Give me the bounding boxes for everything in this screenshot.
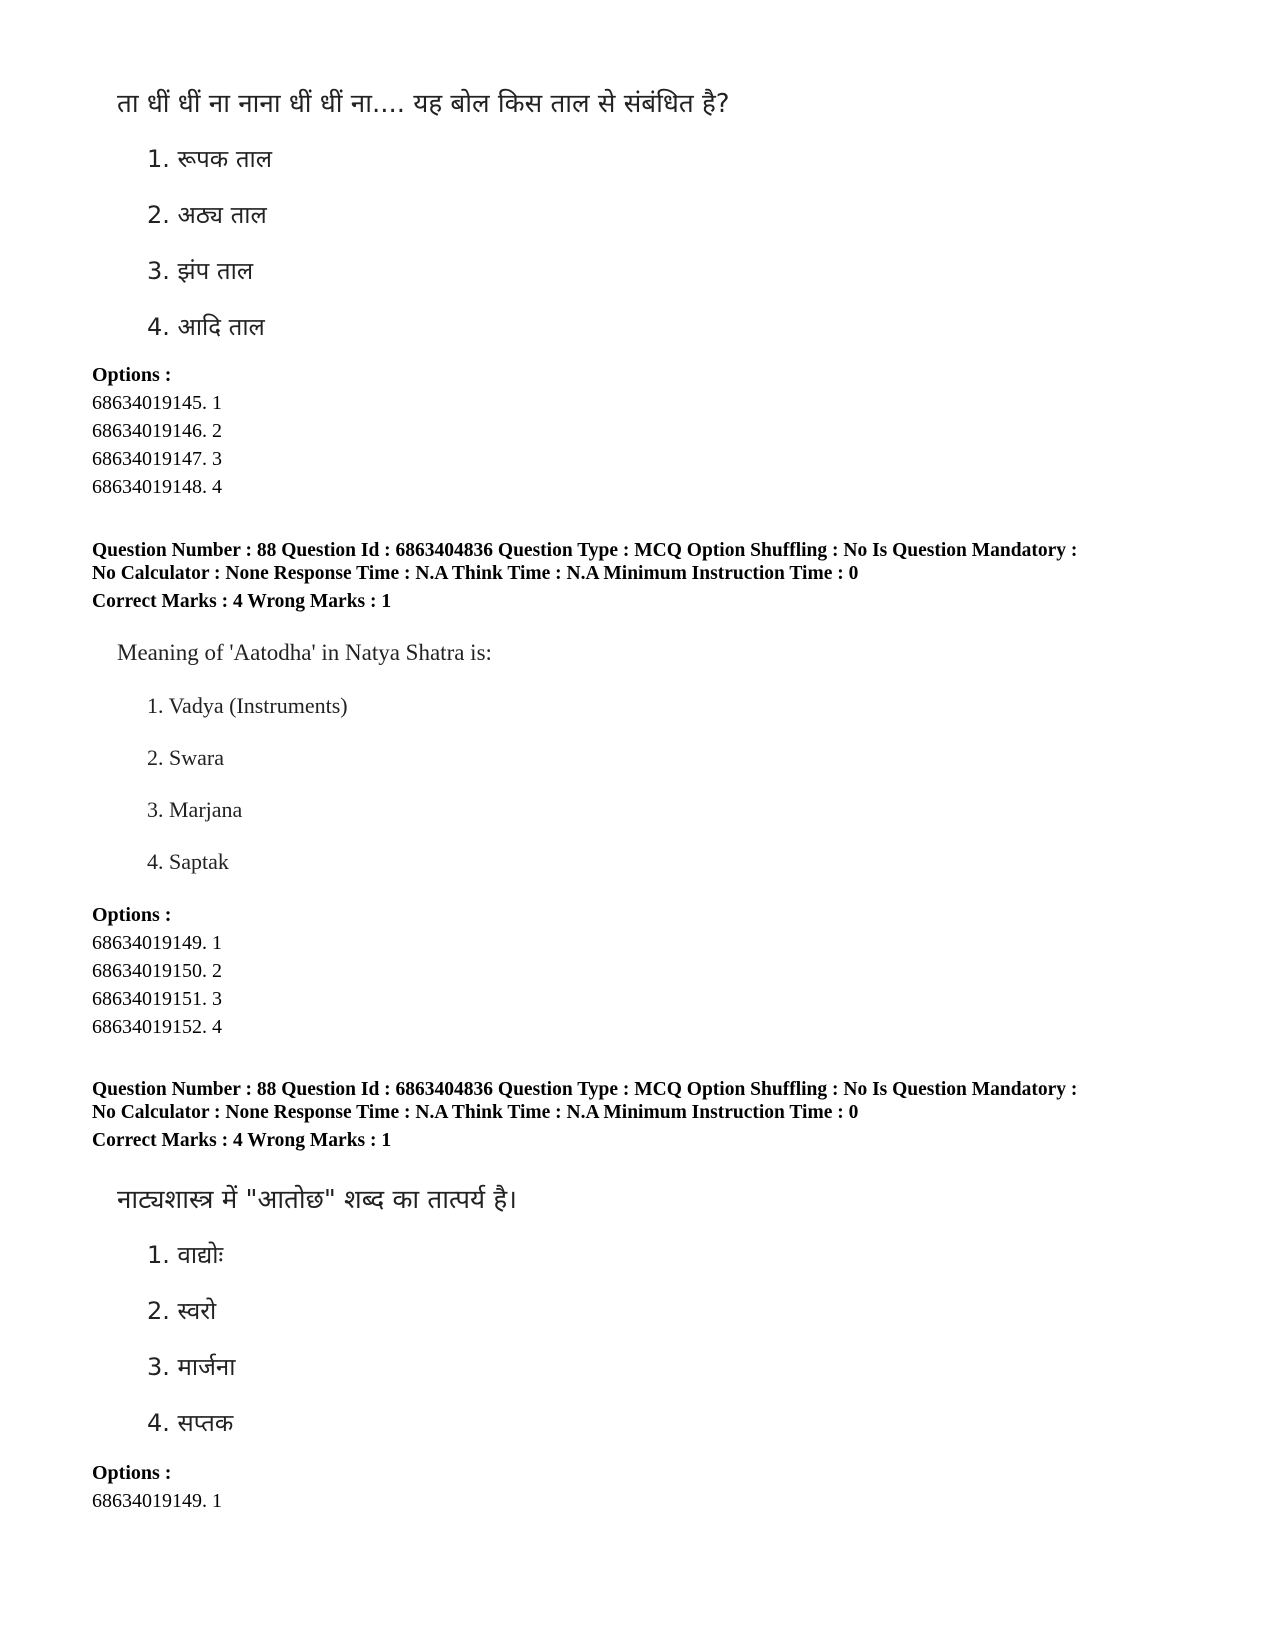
choice-3: 3. Marjana — [147, 797, 243, 822]
choice-1: 1. Vadya (Instruments) — [147, 693, 348, 718]
option-id-4: 68634019148. 4 — [92, 476, 222, 498]
question-meta-line-1: Question Number : 88 Question Id : 6863404836 Question Type : MCQ Option Shuffling : No Is Question Mandatory : — [92, 540, 1078, 561]
question-stem-english: Meaning of 'Aatodha' in Natya Shatra is: — [117, 640, 492, 665]
option-id-1: 68634019149. 1 — [92, 932, 222, 954]
choice-2: 2. स्वरो — [147, 1297, 217, 1325]
choice-4: 4. सप्तक — [147, 1409, 234, 1437]
option-id-4: 68634019152. 4 — [92, 1016, 222, 1038]
option-id-3: 68634019147. 3 — [92, 448, 222, 470]
option-id-3: 68634019151. 3 — [92, 988, 222, 1010]
question-marks-line: Correct Marks : 4 Wrong Marks : 1 — [92, 591, 392, 612]
choice-2: 2. अठ्य ताल — [147, 201, 267, 229]
choice-4: 4. आदि ताल — [147, 313, 265, 341]
choice-1: 1. वाद्योः — [147, 1241, 224, 1269]
choice-3: 3. झंप ताल — [147, 257, 254, 285]
option-id-2: 68634019146. 2 — [92, 420, 222, 442]
question-stem-hindi-natyashastra: नाट्यशास्त्र में "आतोछ" शब्द का तात्पर्य है। — [117, 1185, 517, 1215]
question-stem-hindi-tala: ता धीं धीं ना नाना धीं धीं ना.... यह बोल किस ताल से संबंधित है? — [117, 89, 730, 119]
option-id-2: 68634019150. 2 — [92, 960, 222, 982]
choice-3: 3. मार्जना — [147, 1353, 236, 1381]
question-meta-line-1: Question Number : 88 Question Id : 6863404836 Question Type : MCQ Option Shuffling : No Is Question Mandatory : — [92, 1079, 1078, 1100]
options-label: Options : — [92, 904, 172, 926]
option-id-1: 68634019149. 1 — [92, 1490, 222, 1512]
question-meta-line-2: No Calculator : None Response Time : N.A Think Time : N.A Minimum Instruction Time : 0 — [92, 563, 859, 584]
choice-1: 1. रूपक ताल — [147, 145, 273, 173]
options-label: Options : — [92, 1462, 172, 1484]
question-meta-line-2: No Calculator : None Response Time : N.A Think Time : N.A Minimum Instruction Time : 0 — [92, 1102, 859, 1123]
question-marks-line: Correct Marks : 4 Wrong Marks : 1 — [92, 1130, 392, 1151]
options-label: Options : — [92, 364, 172, 386]
choice-2: 2. Swara — [147, 745, 224, 770]
choice-4: 4. Saptak — [147, 849, 229, 874]
option-id-1: 68634019145. 1 — [92, 392, 222, 414]
